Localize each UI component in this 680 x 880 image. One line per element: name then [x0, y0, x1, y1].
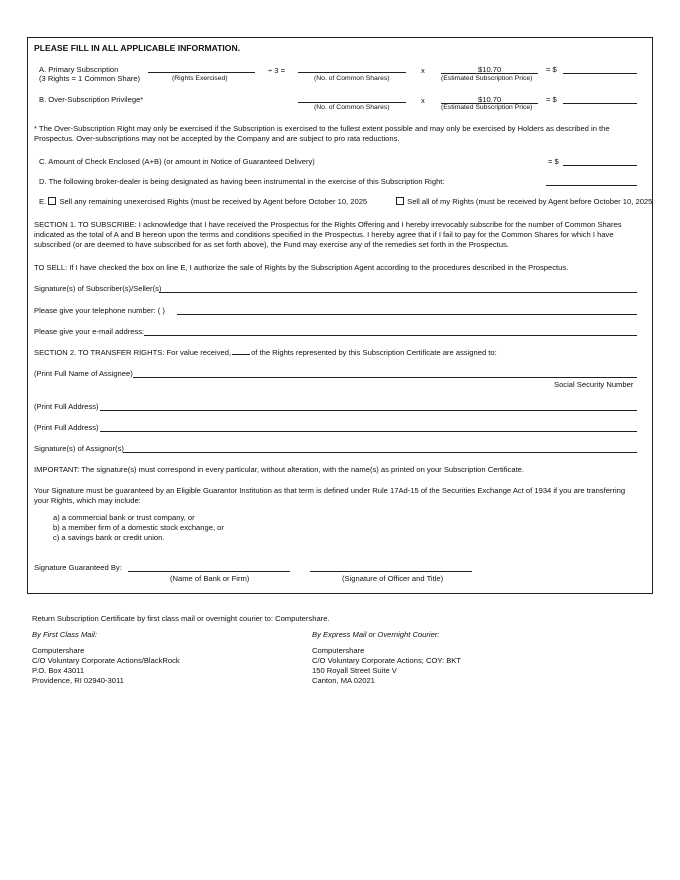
express-line-3: 150 Royall Street Suite V [312, 666, 397, 675]
subscriber-signature-input[interactable] [159, 292, 637, 293]
rights-exercised-input[interactable] [148, 72, 255, 73]
assignor-signature-label: Signature(s) of Assignor(s) [34, 444, 124, 453]
row-b-shares-input[interactable] [298, 102, 406, 103]
mail-line-1: Computershare [32, 646, 85, 655]
row-a-shares-input[interactable] [298, 72, 406, 73]
subscriber-signature-label: Signature(s) of Subscriber(s)/Seller(s) [34, 284, 162, 293]
guarantee-text: Your Signature must be guaranteed by an Eligible Guarantor Institution as that term is defined under Rule 17Ad-15 of the Securities Exchange Act of 1934 if you are transferring your Rights, which may include: [34, 486, 626, 505]
form-header: PLEASE FILL IN ALL APPLICABLE INFORMATION. [34, 43, 241, 53]
assignee-input[interactable] [133, 377, 637, 378]
guarantee-item-b: b) a member firm of a domestic stock exchange, or [53, 523, 224, 532]
section-2-line [34, 348, 497, 358]
guarantee-item-c: c) a savings bank or credit union. [53, 533, 165, 542]
first-class-mail-title: By First Class Mail: [32, 630, 97, 639]
row-a-total-input[interactable] [563, 73, 637, 74]
form-frame [27, 37, 653, 594]
row-b-label: B. Over-Subscription Privilege* [39, 95, 144, 104]
express-line-4: Canton, MA 02021 [312, 676, 375, 685]
sell-remaining-checkbox[interactable] [48, 197, 56, 205]
officer-signature-caption: (Signature of Officer and Title) [342, 574, 444, 583]
rights-exercised-caption: (Rights Exercised) [172, 75, 228, 82]
signature-guaranteed-label: Signature Guaranteed By: [34, 563, 122, 572]
bank-name-caption: (Name of Bank or Firm) [170, 574, 250, 583]
mail-line-4: Providence, RI 02940-3011 [32, 676, 124, 685]
row-d-label: D. The following broker-dealer is being designated as having been instrumental in the exercise of this Subscription Right: [39, 177, 445, 186]
ssn-caption: Social Security Number [554, 380, 634, 389]
row-a-shares-caption: (No. of Common Shares) [314, 75, 390, 82]
row-c-equals: = $ [548, 157, 559, 166]
email-label: Please give your e-mail address: [34, 327, 145, 336]
row-b-shares-caption: (No. of Common Shares) [314, 104, 390, 111]
row-a-label: A. Primary Subscription [39, 65, 119, 74]
sell-remaining-label: Sell any remaining unexercised Rights (must be received by Agent before October 10, 2025 [59, 197, 368, 206]
over-subscription-footnote: * The Over-Subscription Right may only be exercised if the Subscription is exercised to the fullest extent possible and may only be exercised by Holders as described in the Prospectus. Over-subscriptions may not be accepted by the Company and are subject to pro rata reductions. [34, 124, 610, 143]
email-input[interactable] [144, 335, 637, 336]
mail-line-3: P.O. Box 43011 [32, 666, 85, 675]
row-a-equals: = $ [546, 65, 557, 74]
row-a-sublabel: (3 Rights = 1 Common Share) [39, 74, 141, 83]
row-c-label: C. Amount of Check Enclosed (A+B) (or amount in Notice of Guaranteed Delivery) [39, 157, 315, 166]
broker-dealer-input[interactable] [546, 185, 637, 186]
sell-all-label: Sell all of my Rights (must be received by Agent before October 10, 2025 [407, 197, 653, 206]
row-b-times: x [421, 96, 425, 105]
check-amount-input[interactable] [563, 165, 637, 166]
express-line-1: Computershare [312, 646, 365, 655]
address-1-label: (Print Full Address) [34, 402, 99, 411]
mail-line-2: C/O Voluntary Corporate Actions/BlackRock [32, 656, 180, 665]
assignee-label: (Print Full Name of Assignee) [34, 369, 133, 378]
assignor-signature-input[interactable] [123, 452, 637, 453]
address-2-label: (Print Full Address) [34, 423, 99, 432]
address-2-input[interactable] [100, 431, 637, 432]
guarantee-item-a: a) a commercial bank or trust company, or [53, 513, 195, 522]
row-b-price-caption: (Estimated Subscription Price) [441, 104, 533, 111]
divide-sign: ÷ 3 = [268, 66, 286, 75]
to-sell-text: TO SELL: If I have checked the box on line E, I authorize the sale of Rights by the Subscription Agent according to the procedures described in the Prospectus. [34, 263, 569, 272]
row-b-price: $10.70 [478, 95, 502, 104]
officer-signature-input[interactable] [310, 571, 472, 572]
row-e-option2 [396, 197, 652, 207]
express-mail-title: By Express Mail or Overnight Courier: [312, 630, 440, 639]
row-b-equals: = $ [546, 95, 557, 104]
section-1-text: SECTION 1. TO SUBSCRIBE: I acknowledge that I have received the Prospectus for the Rights Offering and I hereby irrevocably subscribe for the number of Common Shares indicated as the total of A and B hereon upon the terms and conditions specified in the Prospectus. I hereby agree that if I fail to pay for the Common Shares for which I have subscribed (or are deemed to have subscribed for as set forth above), the Fund may exercise any of the remedies set forth in the Prospectus. [34, 220, 622, 249]
bank-name-input[interactable] [128, 571, 290, 572]
row-a-times: x [421, 66, 425, 75]
row-a-price-line [441, 73, 538, 74]
rights-transferred-input[interactable] [232, 354, 250, 355]
row-a-price-caption: (Estimated Subscription Price) [441, 75, 533, 82]
sell-all-checkbox[interactable] [396, 197, 404, 205]
return-instructions: Return Subscription Certificate by first class mail or overnight courier to: Computershare. [32, 614, 330, 623]
telephone-label: Please give your telephone number: ( ) [34, 306, 165, 315]
row-a-price: $10.70 [478, 65, 502, 74]
row-e-prefix: E. [39, 197, 47, 206]
section-2-suffix: of the Rights represented by this Subscription Certificate are assigned to: [251, 348, 497, 357]
row-b-total-input[interactable] [563, 103, 637, 104]
telephone-input[interactable] [177, 314, 637, 315]
row-e [39, 197, 367, 207]
express-line-2: C/O Voluntary Corporate Actions; COY: BKT [312, 656, 461, 665]
important-text: IMPORTANT: The signature(s) must correspond in every particular, without alteration, with the name(s) as printed on your Subscription Certificate. [34, 465, 525, 474]
section-2-label: SECTION 2. TO TRANSFER RIGHTS: For value received, [34, 348, 232, 357]
address-1-input[interactable] [100, 410, 637, 411]
